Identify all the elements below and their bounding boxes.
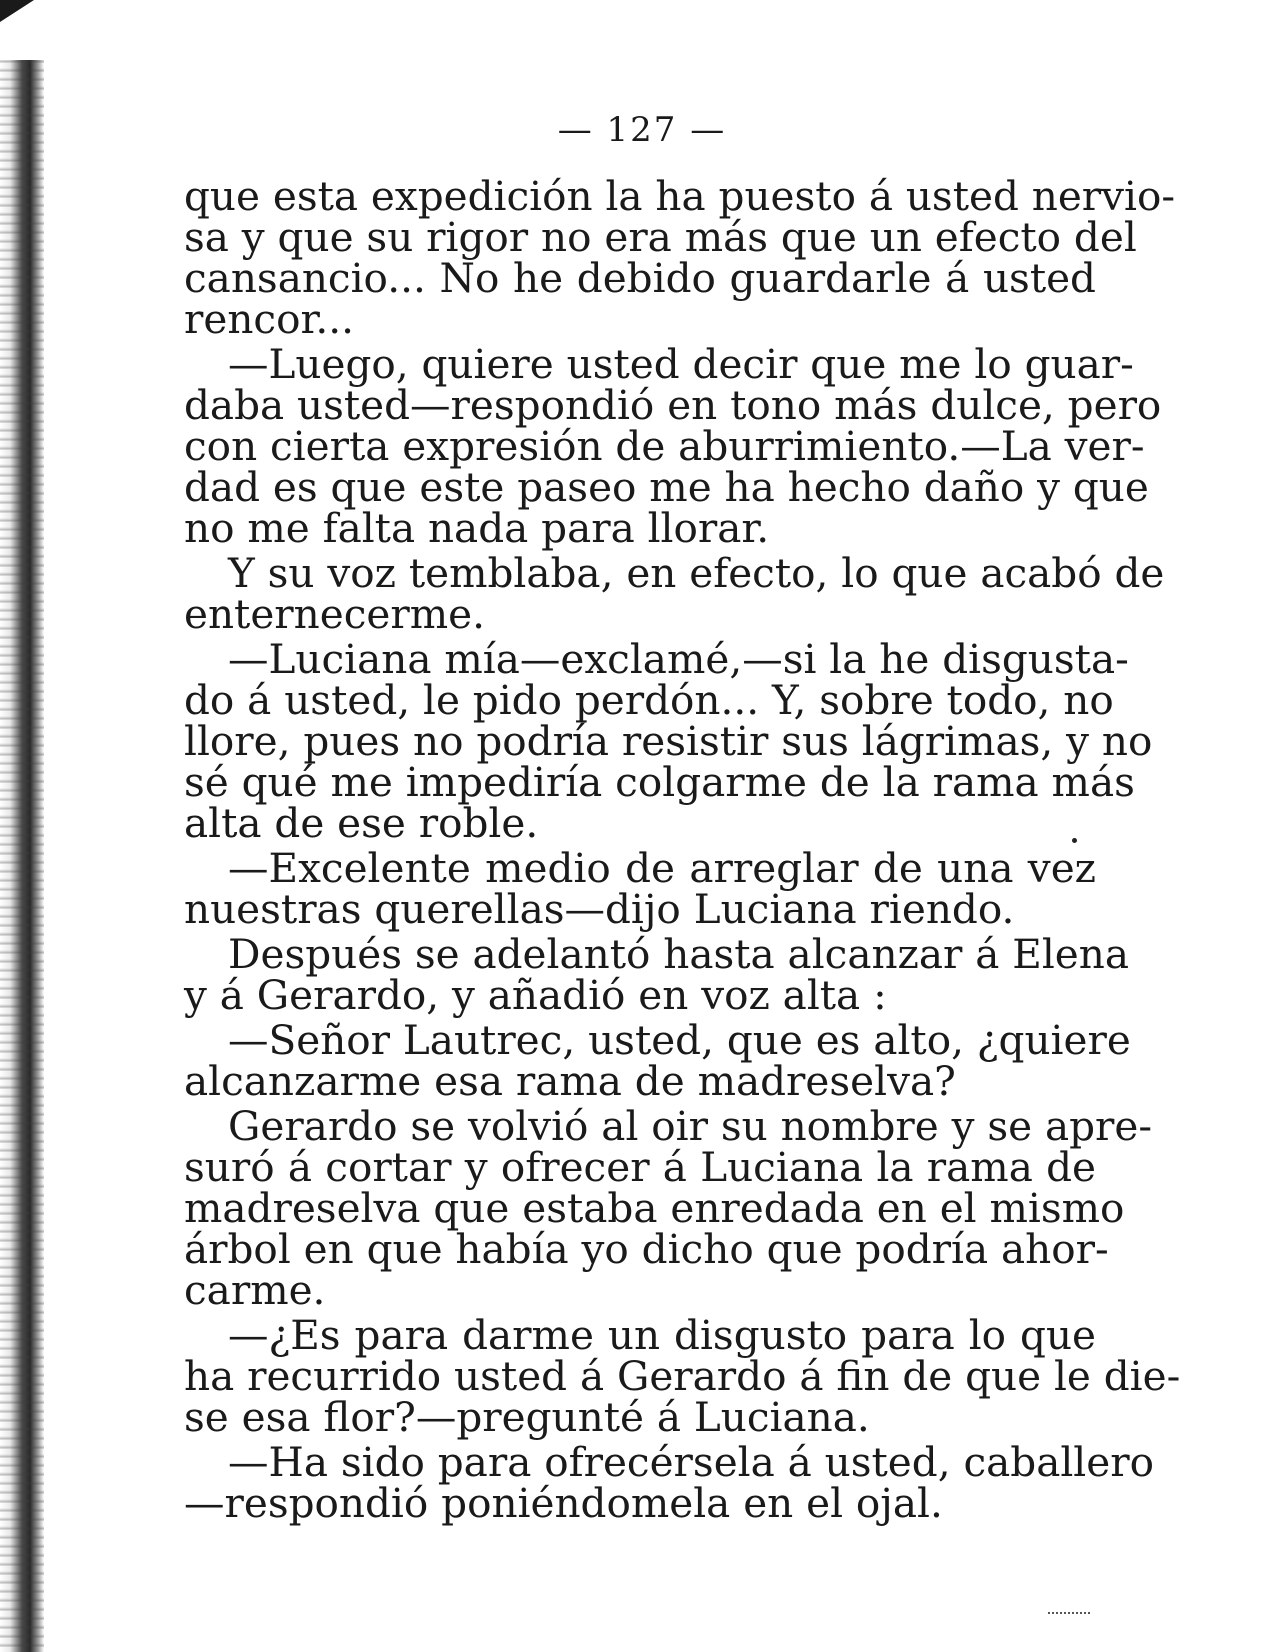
text-line: —¿Es para darme un disgusto para lo que bbox=[228, 1311, 1096, 1359]
text-line: —respondió poniéndomela en el ojal. bbox=[184, 1479, 943, 1527]
text-line: que esta expedición la ha puesto á usted nervio- bbox=[184, 172, 1176, 220]
text-line: se esa flor?—pregunté á Luciana. bbox=[184, 1393, 870, 1441]
text-line: Y su voz temblaba, en efecto, lo que acabó de bbox=[228, 549, 1165, 597]
text-line: —Excelente medio de arreglar de una vez bbox=[228, 844, 1096, 892]
text-line: —Luego, quiere usted decir que me lo guar- bbox=[228, 340, 1134, 388]
text-line: enternecerme. bbox=[184, 590, 485, 638]
text-line: sa y que su rigor no era más que un efecto del bbox=[184, 213, 1137, 261]
text-line: dad es que este paseo me ha hecho daño y que bbox=[184, 463, 1149, 511]
text-line: madreselva que estaba enredada en el mismo bbox=[184, 1184, 1125, 1232]
page-number: — 127 — bbox=[557, 110, 727, 150]
text-line: sé qué me impediría colgarme de la rama más bbox=[184, 758, 1135, 806]
text-line: alta de ese roble. bbox=[184, 799, 539, 847]
ink-dots bbox=[1048, 1612, 1090, 1614]
text-line: no me falta nada para llorar. bbox=[184, 504, 770, 552]
text-line: —Luciana mía—exclamé,—si la he disgusta- bbox=[228, 635, 1129, 683]
text-line: Después se adelantó hasta alcanzar á Elena bbox=[228, 930, 1130, 978]
body-text bbox=[184, 172, 1181, 1527]
text-line: rencor... bbox=[184, 295, 355, 343]
text-line: alcanzarme esa rama de madreselva? bbox=[184, 1057, 956, 1105]
text-line: carme. bbox=[184, 1266, 326, 1314]
text-line: —Ha sido para ofrecérsela á usted, caballero bbox=[228, 1438, 1154, 1486]
text-line: llore, pues no podría resistir sus lágrimas, y no bbox=[184, 717, 1153, 765]
corner-scan-mark bbox=[0, 0, 34, 22]
text-line: árbol en que había yo dicho que podría ahor- bbox=[184, 1225, 1109, 1273]
text-line: suró á cortar y ofrecer á Luciana la rama de bbox=[184, 1143, 1096, 1191]
text-line: cansancio... No he debido guardarle á usted bbox=[184, 254, 1096, 302]
text-line: do á usted, le pido perdón... Y, sobre todo, no bbox=[184, 676, 1114, 724]
text-line: y á Gerardo, y añadió en voz alta : bbox=[184, 971, 887, 1019]
text-line: con cierta expresión de aburrimiento.—La ver- bbox=[184, 422, 1145, 470]
text-line: Gerardo se volvió al oir su nombre y se apre- bbox=[228, 1102, 1153, 1150]
text-line: ha recurrido usted á Gerardo á fin de que le die- bbox=[184, 1352, 1181, 1400]
book-binding-edge bbox=[0, 60, 44, 1652]
text-line: daba usted—respondió en tono más dulce, pero bbox=[184, 381, 1162, 429]
ink-speck bbox=[1072, 838, 1077, 843]
text-line: nuestras querellas—dijo Luciana riendo. bbox=[184, 885, 1015, 933]
text-line: —Señor Lautrec, usted, que es alto, ¿quiere bbox=[228, 1016, 1131, 1064]
